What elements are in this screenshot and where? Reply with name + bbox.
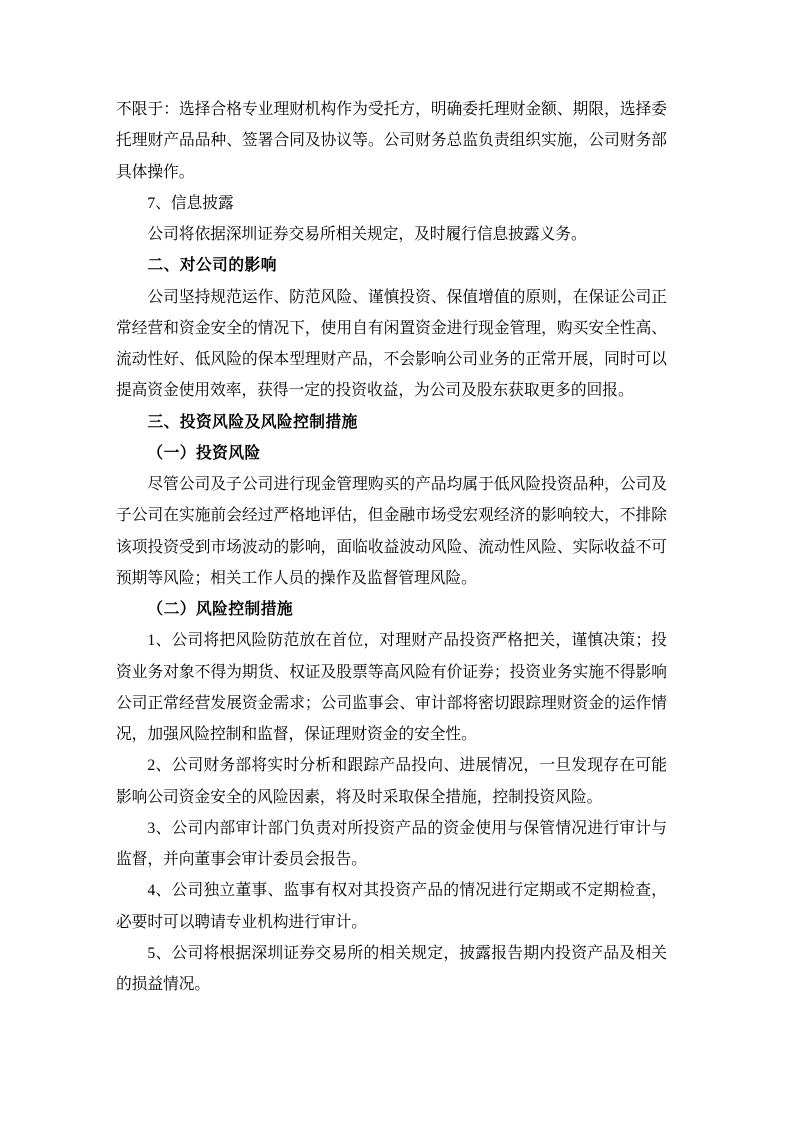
subsection-heading-risk-control: （二）风险控制措施 bbox=[147, 601, 294, 618]
paragraph-disclosure-obligation: 公司将依据深圳证券交易所相关规定，及时履行信息披露义务。 bbox=[147, 226, 587, 243]
paragraph-risk-control-5: 5、公司将根据深圳证券交易所的相关规定，披露报告期内投资产品及相关的损益情况。 bbox=[116, 944, 667, 993]
document-body bbox=[116, 94, 667, 1000]
paragraph-investment-risk: 尽管公司及子公司进行现金管理购买的产品均属于低风险投资品种，公司及子公司在实施前会经过严格地评估，但金融市场受宏观经济的影响较大，不排除该项投资受到市场波动的影响，面临收益波动风险、流动性风险、实际收益不可预期等风险；相关工作人员的操作及监督管理风险。 bbox=[116, 476, 667, 587]
section-heading-risk-and-control: 三、投资风险及风险控制措施 bbox=[147, 413, 358, 431]
paragraph-risk-control-1: 1、公司将把风险防范放在首位，对理财产品投资严格把关，谨慎决策；投资业务对象不得为期货、权证及股票等高风险有价证券；投资业务实施不得影响公司正常经营发展资金需求；公司监事会、审计部将密切跟踪理财资金的运作情况，加强风险控制和监督，保证理财资金的安全性。 bbox=[116, 632, 667, 743]
paragraph-risk-control-2: 2、公司财务部将实时分析和跟踪产品投向、进展情况，一旦发现存在可能影响公司资金安全的风险因素，将及时采取保全措施，控制投资风险。 bbox=[116, 757, 667, 806]
subsection-heading-investment-risk: （一）投资风险 bbox=[147, 444, 261, 462]
paragraph-company-impact: 公司坚持规范运作、防范风险、谨慎投资、保值增值的原则，在保证公司正常经营和资金安全的情况下，使用自有闲置资金进行现金管理，购买安全性高、流动性好、低风险的保本型理财产品，不会影响公司业务的正常开展，同时可以提高资金使用效率，获得一定的投资收益，为公司及股东获取更多的回报。 bbox=[116, 288, 667, 400]
paragraph-continuation: 不限于：选择合格专业理财机构作为受托方，明确委托理财金额、期限，选择委托理财产品品种、签署合同及协议等。公司财务总监负责组织实施，公司财务部具体操作。 bbox=[116, 101, 667, 181]
paragraph-item-7-info-disclosure: 7、信息披露 bbox=[147, 194, 234, 212]
paragraph-risk-control-3: 3、公司内部审计部门负责对所投资产品的资金使用与保管情况进行审计与监督，并向董事会审计委员会报告。 bbox=[116, 819, 667, 868]
section-heading-company-impact: 二、对公司的影响 bbox=[147, 257, 277, 275]
paragraph-risk-control-4: 4、公司独立董事、监事有权对其投资产品的情况进行定期或不定期检查，必要时可以聘请专业机构进行审计。 bbox=[116, 882, 667, 931]
